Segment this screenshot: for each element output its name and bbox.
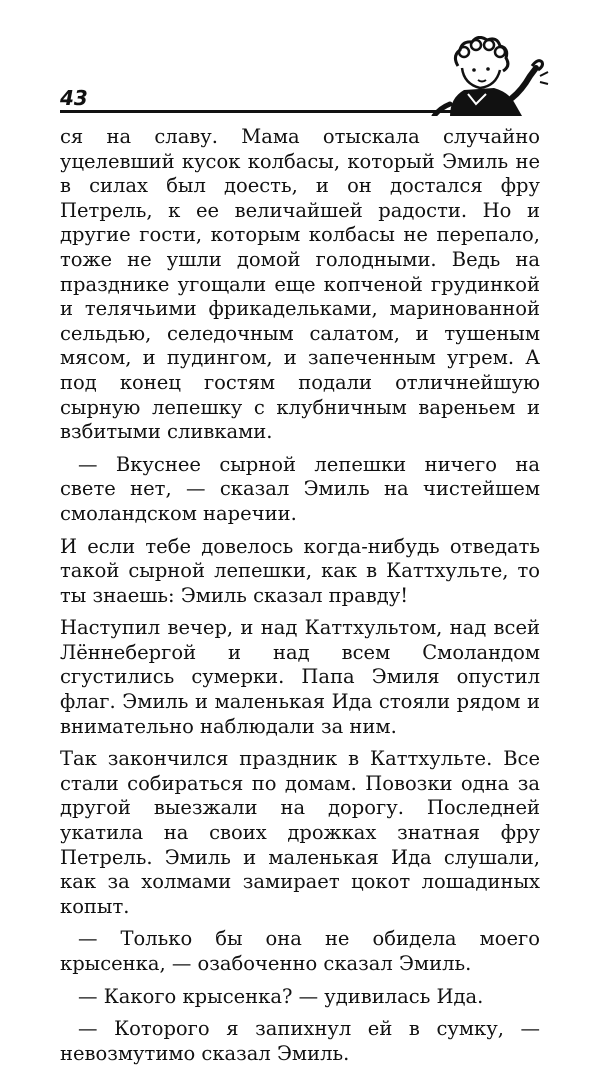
- page-header: [60, 30, 550, 120]
- paragraph: — Какого крысенка? — удивилась Ида.: [78, 984, 484, 1008]
- paragraph: Наступил вечер, и над Каттхультом, над всей Лённебергой и над всем Смоландом сгустились сумерки. Папа Эмиля опустил флаг. Эмиль и маленькая Ида стояли рядом и внимательно наблюдали за ним.: [60, 616, 540, 738]
- paragraph: — Которого я запихнул ей в сумку, — невозмутимо сказал Эмиль.: [60, 1017, 540, 1065]
- paragraph: ся на славу. Мама отыскала случайно уцелевший кусок колбасы, который Эмиль не в силах был доесть, и он достался фру Петрель, к ее величайшей радости. Но и другие гости, которым колбасы не перепало, тоже не ушли домой голодными. Ведь на празднике угощали еще копченой грудинкой и телячьими фрикадельками, маринованной сельдью, селедочным салатом, и тушеным мясом, и пудингом, и запеченным угрем. А под конец гостям подали отличнейшую сырную лепешку с клубничным вареньем и взбитыми сливками.: [60, 125, 540, 444]
- body-text: [60, 125, 540, 1074]
- paragraph: — Вкуснее сырной лепешки ничего на свете нет, — сказал Эмиль на чистейшем смоландском наречии.: [60, 452, 540, 525]
- header-rule: [60, 110, 490, 113]
- page-number: 43: [60, 86, 88, 110]
- boy-illustration-icon: [428, 36, 550, 116]
- paragraph: Так закончился праздник в Каттхульте. Все стали собираться по домам. Повозки одна за другой выезжали на дорогу. Последней укатила на своих дрожках знатная фру Петрель. Эмиль и маленькая Ида слушали, как за холмами замирает цокот лошадиных копыт.: [60, 747, 540, 918]
- paragraph: И если тебе довелось когда-нибудь отведать такой сырной лепешки, как в Каттхульте, то ты знаешь: Эмиль сказал правду!: [60, 534, 540, 607]
- paragraph: — Только бы она не обидела моего крысенка, — озабоченно сказал Эмиль.: [60, 927, 540, 975]
